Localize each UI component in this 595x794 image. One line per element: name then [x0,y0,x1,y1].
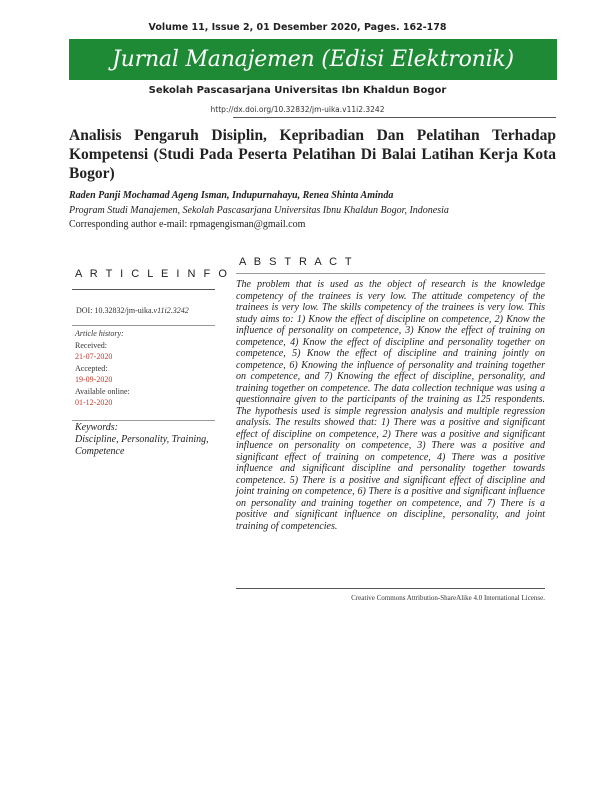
affiliation: Program Studi Manajemen, Sekolah Pascasarjana Universitas Ibnu Khaldun Bogor, Indonesia [69,205,449,216]
doi-link[interactable]: http://dx.doi.org/10.32832/jm-uika.v11i2.3242 [210,105,385,114]
university-name: Sekolah Pascasarjana Universitas Ibn Khaldun Bogor [148,85,447,96]
volume-line: Volume 11, Issue 2, 01 Desember 2020, Pages. 162-178 [148,22,447,33]
article-info-heading: A R T I C L E I N F O [75,268,230,280]
accepted-label: Accepted: [75,363,108,373]
info-divider-bottom [72,420,215,421]
license-divider [236,588,545,589]
article-doi-suffix: v11i2.3242 [153,306,189,315]
article-title: Analisis Pengaruh Disiplin, Kepribadian Dan Pelatihan Terhadap Kompetensi (Studi Pada Peserta Pelatihan Di Balai Latihan Kerja Kota Bogor) [69,127,556,182]
article-history [75,328,130,409]
header-divider [233,117,556,118]
info-divider-top [72,289,215,290]
journal-banner [69,39,557,80]
journal-name: Jurnal Manajemen (Edisi Elektronik) [112,47,514,72]
accepted-date: 19-09-2020 [75,375,113,384]
license-text[interactable]: Creative Commons Attribution-ShareAlike 4.0 International License. [351,594,545,602]
history-label: Article history: [75,329,124,338]
online-label: Available online: [75,386,130,396]
keywords-block [75,422,215,458]
abstract-heading: A B S T R A C T [239,256,355,268]
keywords-list: Discipline, Personality, Training, Competence [75,434,209,457]
info-divider-mid [72,325,215,326]
received-date: 21-07-2020 [75,352,113,361]
authors: Raden Panji Mochamad Ageng Isman, Indupurnahayu, Renea Shinta Aminda [69,190,394,201]
corresponding-author: Corresponding author e-mail: rpmagengisman@gmail.com [69,219,306,230]
abstract-divider [236,273,545,274]
online-date: 01-12-2020 [75,398,113,407]
abstract-text: The problem that is used as the object of research is the knowledge competency of the trainees is very low. The attitude competency of the trainees is very low. The skills competency of the trainees is very low. This study aims to: 1) Know the effect of discipline on competence, 2) Know the influence of personality on competence, 3) Know the effect of training on competence, 4) Know the effect of discipline and personality together on competence, 5) Know the effect of discipline and training jointly on competence, 6) Knowing the influence of personality and training together on competence, and 7) Knowing the effect of discipline, personality, and training together on competence. The data collection technique was using a questionnaire given to the participants of the training as 125 respondents. The hypothesis used is simple regression analysis and multiple regression analysis. The results showed that: 1) There was a positive and significant effect of discipline on competence, 2) There was a positive and significant influence on personality on competence, 3) There was a positive and significant effect of training on competence, 4) There was a positive influence and significant discipline and personality together towards competence. 5) There is a positive and significant effect of discipline and joint training on competence, 6) There is a positive and significant influence on personality and training together on competence, and 7) There is a positive and significant influence on discipline, personality, and joint training of competencies. [236,279,545,532]
article-doi [76,305,189,317]
article-doi-prefix: DOI: 10.32832/jm-uika. [76,306,154,315]
received-label: Received: [75,340,107,350]
keywords-label: Keywords: [75,422,118,433]
